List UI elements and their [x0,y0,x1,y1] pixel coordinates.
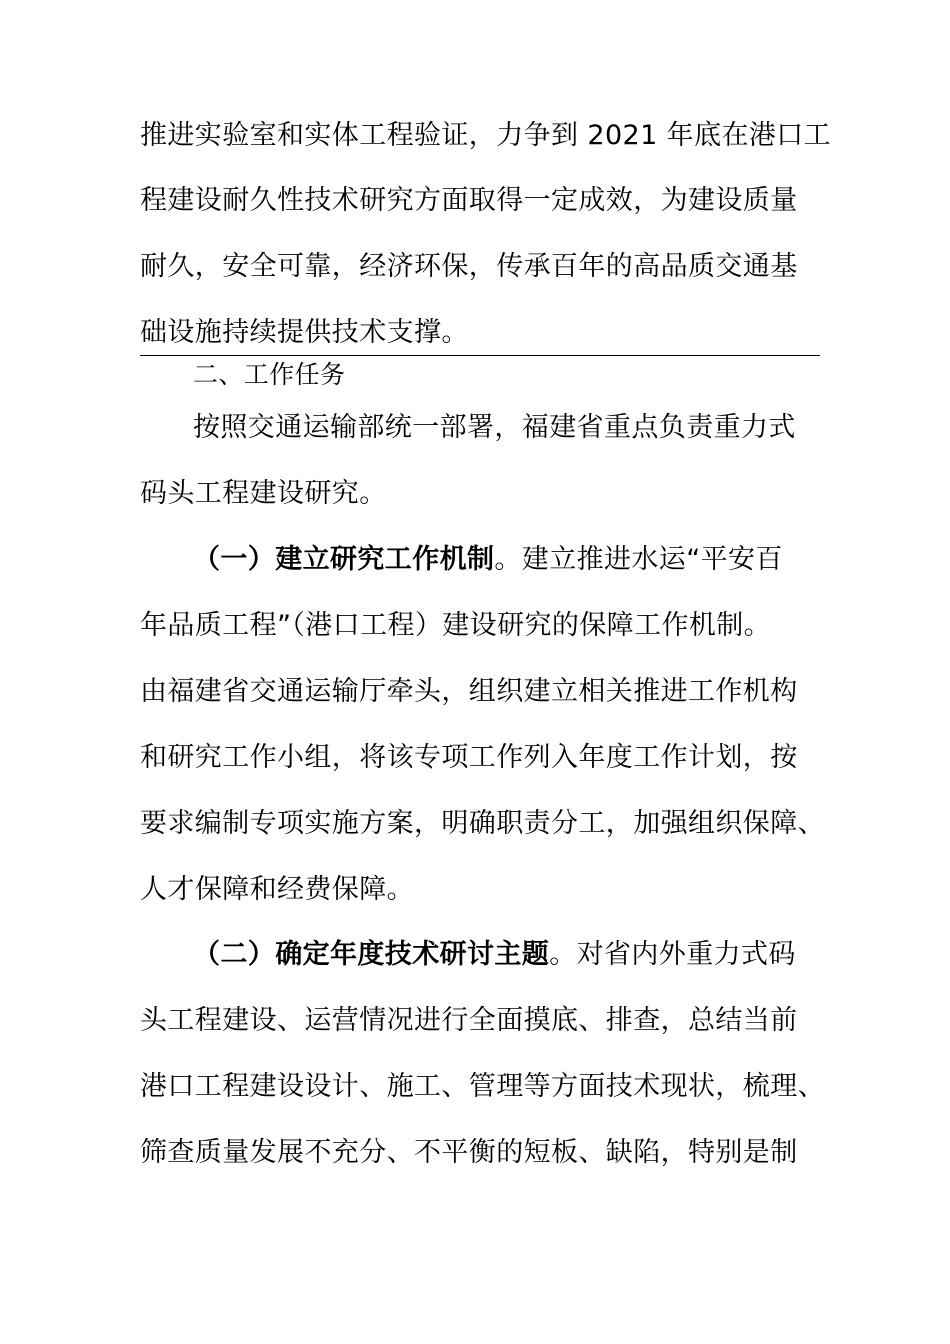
horizontal-rule [140,355,820,356]
paragraph-1-line-4: 础设施持续提供技术支撑。 [140,317,469,348]
item-1-title: （一）建立研究工作机制 [193,544,495,575]
paragraph-2-line-1: 按照交通运输部统一部署，福建省重点负责重力式 [193,412,796,443]
item-2-line-3: 港口工程建设设计、施工、管理等方面技术现状，梳理、 [140,1071,825,1102]
item-1-first-line [193,543,783,577]
item-2-first-line-rest: 。对省内外重力式码 [549,939,796,970]
item-2-first-line [193,938,796,972]
paragraph-1-line-1: 推进实验室和实体工程验证，力争到 2021 年底在港口工 [140,120,832,151]
item-1-line-3: 由福建省交通运输厅牵头，组织建立相关推进工作机构 [140,676,798,707]
item-2-line-2: 头工程建设、运营情况进行全面摸底、排查，总结当前 [140,1005,798,1036]
item-1-line-6: 人才保障和经费保障。 [140,874,414,905]
section-heading: 二、工作任务 [193,360,346,389]
item-1-line-2: 年品质工程”（港口工程）建设研究的保障工作机制。 [140,610,772,641]
paragraph-1-line-3: 耐久，安全可靠，经济环保，传承百年的高品质交通基 [140,251,798,282]
item-1-line-4: 和研究工作小组，将该专项工作列入年度工作计划，按 [140,742,798,773]
item-2-title: （二）确定年度技术研讨主题 [193,939,550,970]
paragraph-2-line-2: 码头工程建设研究。 [140,478,387,509]
item-2-line-4: 筛查质量发展不充分、不平衡的短板、缺陷，特别是制 [140,1137,798,1168]
paragraph-1-line-2: 程建设耐久性技术研究方面取得一定成效，为建设质量 [140,185,798,216]
item-1-first-line-rest: 。建立推进水运“平安百 [494,544,783,575]
item-1-line-5: 要求编制专项实施方案，明确职责分工，加强组织保障、 [140,808,825,839]
